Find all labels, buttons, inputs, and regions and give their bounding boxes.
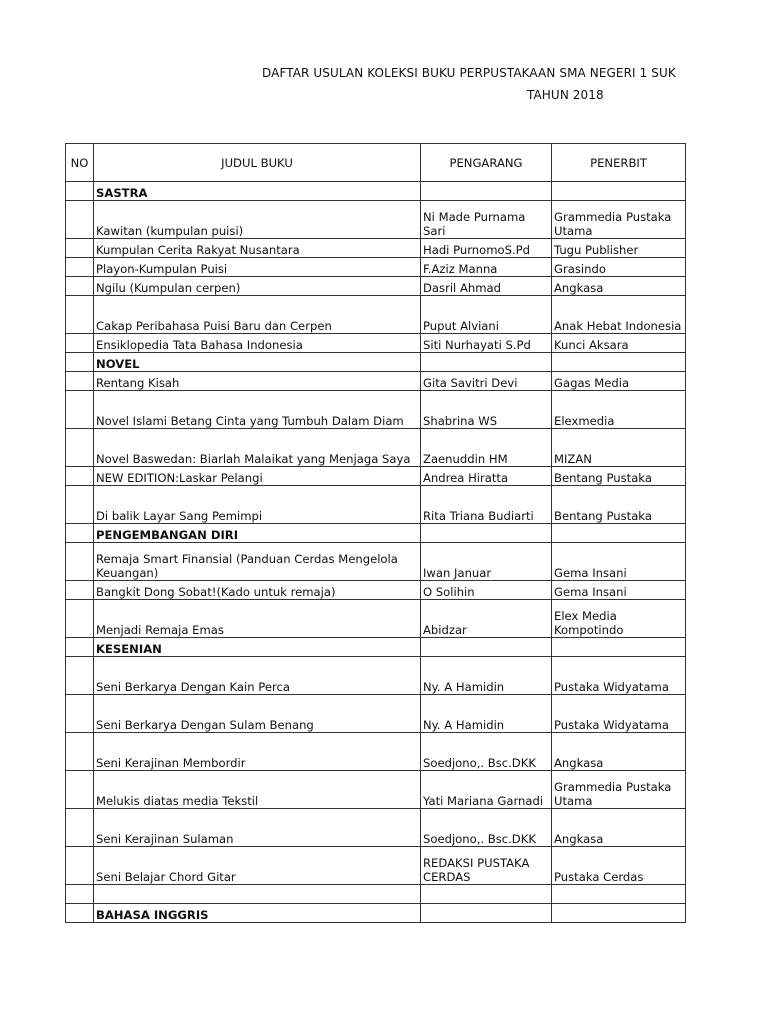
cell-pengarang: Gita Savitri Devi: [421, 372, 552, 391]
cell-pengarang: Soedjono,. Bsc.DKK: [421, 809, 552, 847]
header-pengarang: PENGARANG: [421, 144, 552, 182]
cell-judul: Rentang Kisah: [94, 372, 421, 391]
table-row: [66, 809, 686, 847]
cell-pengarang: Soedjono,. Bsc.DKK: [421, 733, 552, 771]
cell-judul: Seni Berkarya Dengan Kain Perca: [94, 657, 421, 695]
cell-no: [66, 391, 94, 429]
cell-no: [66, 733, 94, 771]
cell-no: [66, 524, 94, 543]
cell-no: [66, 638, 94, 657]
cell-judul: Kumpulan Cerita Rakyat Nusantara: [94, 239, 421, 258]
cell-pengarang: Andrea Hiratta: [421, 467, 552, 486]
cell-judul: Seni Berkarya Dengan Sulam Benang: [94, 695, 421, 733]
cell-pengarang: Dasril Ahmad: [421, 277, 552, 296]
cell-judul: Kawitan (kumpulan puisi): [94, 201, 421, 239]
category-row: [66, 182, 686, 201]
table-row: [66, 657, 686, 695]
table-row: [66, 429, 686, 467]
cell-pengarang: [421, 353, 552, 372]
category-label: BAHASA INGGRIS: [94, 904, 421, 923]
document-title: DAFTAR USULAN KOLEKSI BUKU PERPUSTAKAAN SMA NEGERI 1 SUK: [262, 66, 676, 80]
table-row: [66, 733, 686, 771]
cell-penerbit: Gagas Media: [552, 372, 686, 391]
cell-judul: Seni Kerajinan Membordir: [94, 733, 421, 771]
table-row: [66, 334, 686, 353]
table-row: [66, 695, 686, 733]
cell-penerbit: Tugu Publisher: [552, 239, 686, 258]
cell-judul: Ngilu (Kumpulan cerpen): [94, 277, 421, 296]
cell-judul: Cakap Peribahasa Puisi Baru dan Cerpen: [94, 296, 421, 334]
cell-pengarang: Siti Nurhayati S.Pd: [421, 334, 552, 353]
cell-pengarang: [421, 182, 552, 201]
table-row: [66, 258, 686, 277]
empty-row: [66, 885, 686, 904]
cell-pengarang: [421, 904, 552, 923]
cell-pengarang: Iwan Januar: [421, 543, 552, 581]
cell-penerbit: Pustaka Cerdas: [552, 847, 686, 885]
table-row: [66, 486, 686, 524]
cell-penerbit: Elex Media Kompotindo: [552, 600, 686, 638]
cell-no: [66, 904, 94, 923]
cell-penerbit: Bentang Pustaka: [552, 467, 686, 486]
cell-no: [66, 467, 94, 486]
cell-no: [66, 657, 94, 695]
table-row: [66, 239, 686, 258]
cell-no: [66, 581, 94, 600]
category-label: NOVEL: [94, 353, 421, 372]
book-list-table: [65, 143, 686, 923]
cell-penerbit: Elexmedia: [552, 391, 686, 429]
cell-pengarang: Shabrina WS: [421, 391, 552, 429]
cell-judul: Bangkit Dong Sobat!(Kado untuk remaja): [94, 581, 421, 600]
cell-judul: NEW EDITION:Laskar Pelangi: [94, 467, 421, 486]
cell-judul: [94, 885, 421, 904]
cell-penerbit: MIZAN: [552, 429, 686, 467]
cell-no: [66, 543, 94, 581]
cell-judul: Novel Islami Betang Cinta yang Tumbuh Dalam Diam: [94, 391, 421, 429]
cell-no: [66, 847, 94, 885]
table-row: [66, 600, 686, 638]
cell-penerbit: [552, 638, 686, 657]
cell-no: [66, 372, 94, 391]
category-row: [66, 904, 686, 923]
table-row: [66, 296, 686, 334]
cell-judul: Playon-Kumpulan Puisi: [94, 258, 421, 277]
cell-pengarang: Ny. A Hamidin: [421, 657, 552, 695]
cell-judul: Di balik Layar Sang Pemimpi: [94, 486, 421, 524]
category-row: [66, 524, 686, 543]
cell-pengarang: O Solihin: [421, 581, 552, 600]
cell-no: [66, 296, 94, 334]
cell-judul: Melukis diatas media Tekstil: [94, 771, 421, 809]
cell-penerbit: Angkasa: [552, 809, 686, 847]
table-row: [66, 277, 686, 296]
cell-pengarang: [421, 524, 552, 543]
cell-judul: Seni Kerajinan Sulaman: [94, 809, 421, 847]
cell-no: [66, 885, 94, 904]
category-label: PENGEMBANGAN DIRI: [94, 524, 421, 543]
cell-no: [66, 201, 94, 239]
cell-penerbit: Pustaka Widyatama: [552, 657, 686, 695]
cell-penerbit: [552, 524, 686, 543]
cell-pengarang: Zaenuddin HM: [421, 429, 552, 467]
document-year: TAHUN 2018: [527, 88, 604, 102]
cell-no: [66, 486, 94, 524]
cell-pengarang: Yati Mariana Garnadi: [421, 771, 552, 809]
cell-penerbit: [552, 353, 686, 372]
table-row: [66, 372, 686, 391]
cell-pengarang: Puput Alviani: [421, 296, 552, 334]
table-row: [66, 543, 686, 581]
header-judul-buku: JUDUL BUKU: [94, 144, 421, 182]
cell-pengarang: Hadi PurnomoS.Pd: [421, 239, 552, 258]
cell-judul: Menjadi Remaja Emas: [94, 600, 421, 638]
cell-judul: Seni Belajar Chord Gitar: [94, 847, 421, 885]
cell-penerbit: Bentang Pustaka: [552, 486, 686, 524]
category-row: [66, 353, 686, 372]
table-header-row: [66, 144, 686, 182]
cell-pengarang: Rita Triana Budiarti: [421, 486, 552, 524]
cell-no: [66, 771, 94, 809]
table-row: [66, 201, 686, 239]
header-no: NO: [66, 144, 94, 182]
cell-penerbit: Kunci Aksara: [552, 334, 686, 353]
cell-pengarang: Ni Made Purnama Sari: [421, 201, 552, 239]
cell-penerbit: Angkasa: [552, 733, 686, 771]
cell-no: [66, 429, 94, 467]
cell-no: [66, 353, 94, 372]
cell-no: [66, 182, 94, 201]
cell-penerbit: Grammedia Pustaka Utama: [552, 771, 686, 809]
cell-no: [66, 695, 94, 733]
cell-no: [66, 600, 94, 638]
cell-judul: Remaja Smart Finansial (Panduan Cerdas Mengelola Keuangan): [94, 543, 421, 581]
category-label: KESENIAN: [94, 638, 421, 657]
cell-penerbit: Anak Hebat Indonesia: [552, 296, 686, 334]
cell-no: [66, 258, 94, 277]
cell-penerbit: [552, 182, 686, 201]
cell-judul: Ensiklopedia Tata Bahasa Indonesia: [94, 334, 421, 353]
header-penerbit: PENERBIT: [552, 144, 686, 182]
category-label: SASTRA: [94, 182, 421, 201]
table-row: [66, 391, 686, 429]
cell-penerbit: Grammedia Pustaka Utama: [552, 201, 686, 239]
cell-pengarang: REDAKSI PUSTAKA CERDAS: [421, 847, 552, 885]
cell-penerbit: Pustaka Widyatama: [552, 695, 686, 733]
cell-penerbit: [552, 885, 686, 904]
cell-no: [66, 809, 94, 847]
cell-judul: Novel Baswedan: Biarlah Malaikat yang Menjaga Saya: [94, 429, 421, 467]
cell-pengarang: F.Aziz Manna: [421, 258, 552, 277]
cell-no: [66, 277, 94, 296]
category-row: [66, 638, 686, 657]
cell-no: [66, 334, 94, 353]
table-row: [66, 467, 686, 486]
cell-no: [66, 239, 94, 258]
cell-penerbit: [552, 904, 686, 923]
table-row: [66, 847, 686, 885]
cell-pengarang: Ny. A Hamidin: [421, 695, 552, 733]
table-row: [66, 771, 686, 809]
table-row: [66, 581, 686, 600]
cell-pengarang: [421, 638, 552, 657]
cell-pengarang: Abidzar: [421, 600, 552, 638]
cell-penerbit: Grasindo: [552, 258, 686, 277]
cell-penerbit: Gema Insani: [552, 543, 686, 581]
cell-penerbit: Gema Insani: [552, 581, 686, 600]
cell-penerbit: Angkasa: [552, 277, 686, 296]
cell-pengarang: [421, 885, 552, 904]
